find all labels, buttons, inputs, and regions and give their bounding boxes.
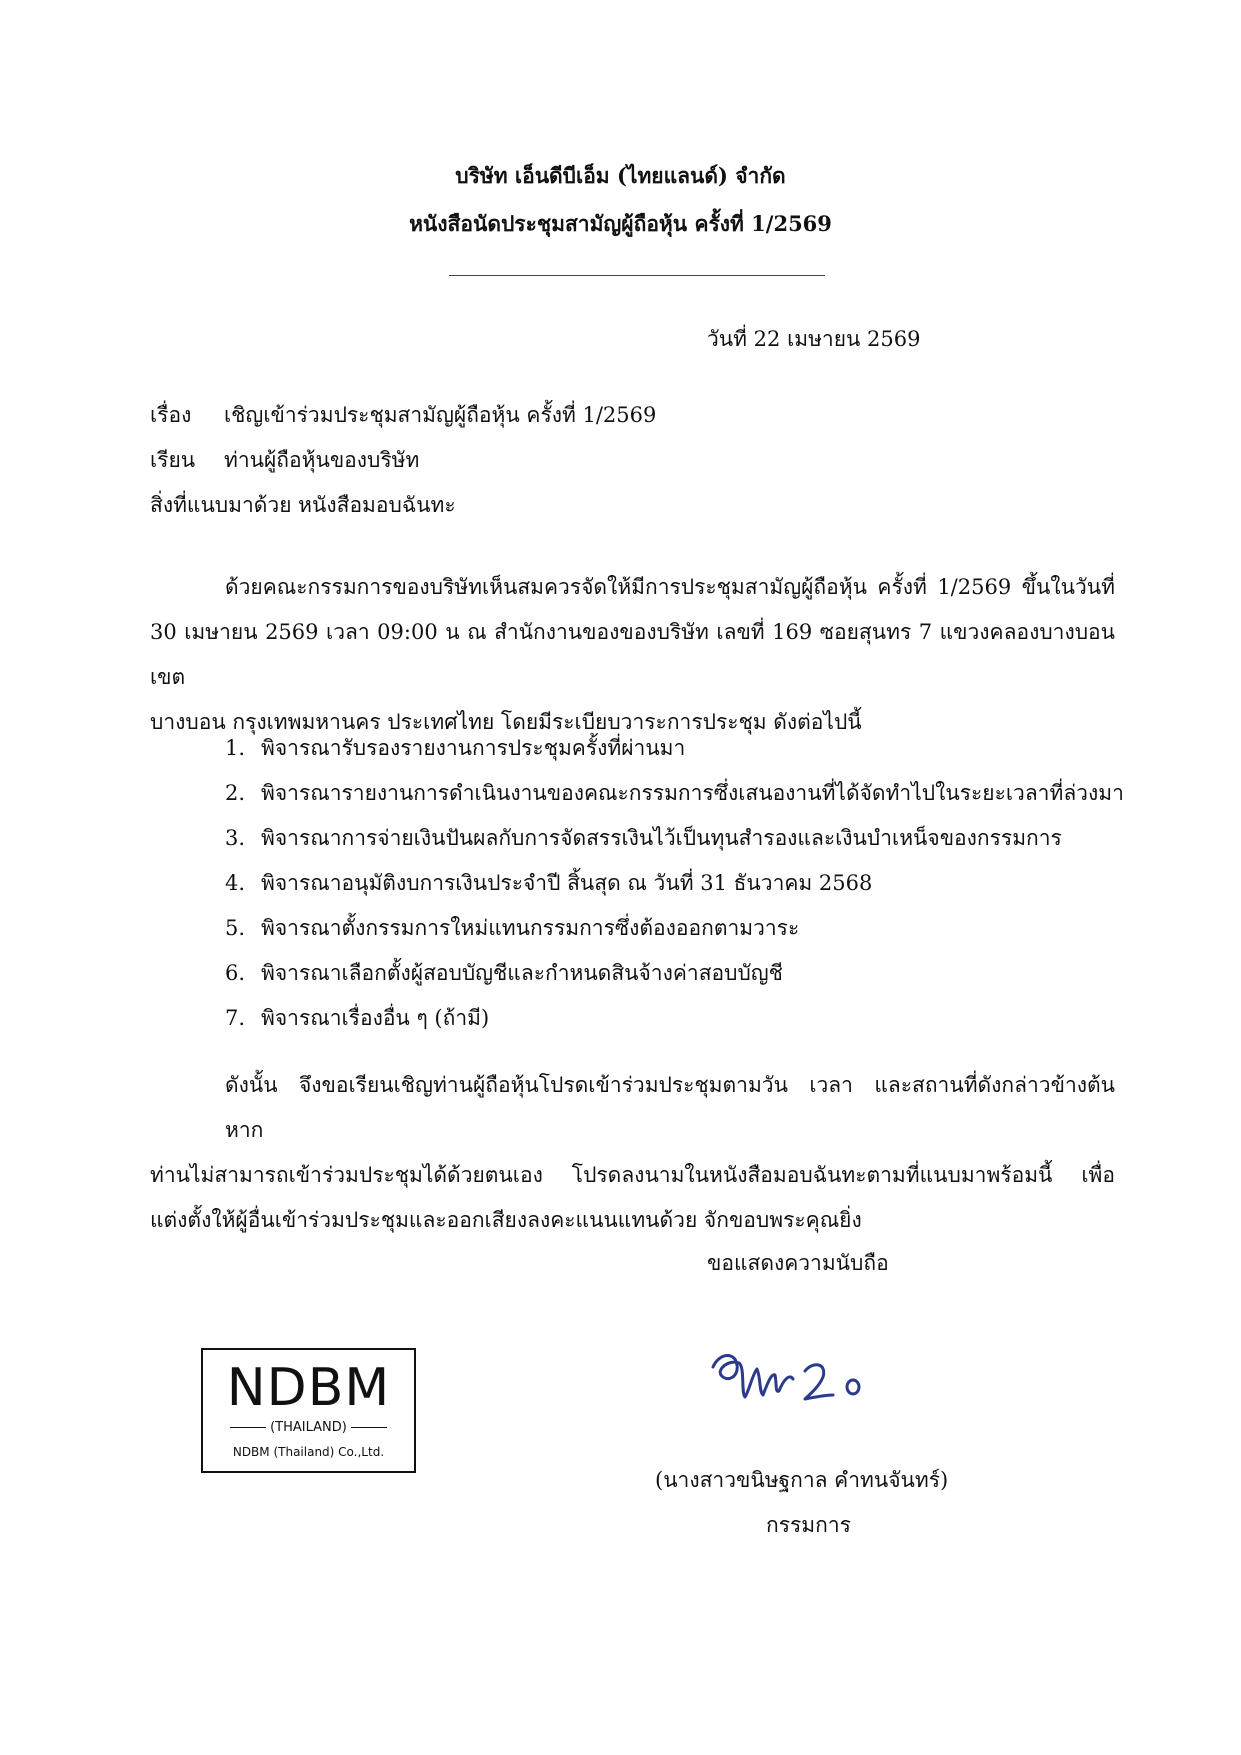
intro-line: ด้วยคณะกรรมการของบริษัทเห็นสมควรจัดให้มีการประชุมสามัญผู้ถือหุ้น ครั้งที่ 1/2569 ขึ้นในวันที่ <box>225 575 1115 599</box>
document-title: หนังสือนัดประชุมสามัญผู้ถือหุ้น ครั้งที่ 1/2569 <box>409 211 832 236</box>
intro-line: 30 เมษายน 2569 เวลา 09:00 น ณ สำนักงานของของบริษัท เลขที่ 169 ซอยสุนทร 7 แขวงคลองบางบอน เขต <box>150 620 1115 689</box>
agenda-item <box>225 771 1125 816</box>
letter-meta <box>150 393 1110 528</box>
closing-salutation: ขอแสดงความนับถือ <box>707 1251 889 1275</box>
signer-position: กรรมการ <box>766 1513 851 1537</box>
agenda-item <box>225 906 1125 951</box>
subject-text: เชิญเข้าร่วมประชุมสามัญผู้ถือหุ้น ครั้งที่ 1/2569 <box>224 403 657 427</box>
agenda-item <box>225 816 1125 861</box>
conclusion-paragraph <box>150 1063 1115 1243</box>
document-date: วันที่ 22 เมษายน 2569 <box>707 327 921 351</box>
subject-row <box>150 393 1110 438</box>
logo-main-text: NDBM <box>226 1358 391 1418</box>
signer-name: (นางสาวขนิษฐกาล คำทนจันทร์) <box>655 1468 949 1492</box>
agenda-number: 2. <box>225 781 246 805</box>
handwritten-signature <box>705 1335 875 1425</box>
recipient-row <box>150 438 1110 483</box>
agenda-item <box>225 951 1125 996</box>
agenda-number: 4. <box>225 871 246 895</box>
logo-sub-text: (THAILAND) <box>270 1420 347 1435</box>
conclusion-line: แต่งตั้งให้ผู้อื่นเข้าร่วมประชุมและออกเสียงลงคะแนนแทนด้วย จักขอบพระคุณยิ่ง <box>150 1208 862 1232</box>
agenda-number: 6. <box>225 961 246 985</box>
logo-rule-left <box>230 1427 266 1428</box>
agenda-number: 1. <box>225 736 246 760</box>
logo-subline <box>203 1420 414 1435</box>
agenda-text: พิจารณารับรองรายงานการประชุมครั้งที่ผ่านมา <box>261 736 686 760</box>
agenda-text: พิจารณาตั้งกรรมการใหม่แทนกรรมการซึ่งต้องออกตามวาระ <box>261 916 800 940</box>
agenda-text: พิจารณาการจ่ายเงินปันผลกับการจัดสรรเงินไว้เป็นทุนสำรองและเงินบำเหน็จของกรรมการ <box>261 826 1062 850</box>
header-divider <box>449 275 825 276</box>
agenda-number: 7. <box>225 1006 246 1030</box>
agenda-list <box>225 726 1125 1041</box>
agenda-text: พิจารณาเรื่องอื่น ๆ (ถ้ามี) <box>261 1006 490 1030</box>
agenda-number: 5. <box>225 916 246 940</box>
conclusion-line: ดังนั้น จึงขอเรียนเชิญท่านผู้ถือหุ้นโปรดเข้าร่วมประชุมตามวัน เวลา และสถานที่ดังกล่าวข้างต้น หาก <box>225 1073 1115 1142</box>
recipient-text: ท่านผู้ถือหุ้นของบริษัท <box>224 448 420 472</box>
agenda-item <box>225 726 1125 771</box>
logo-company-text: NDBM (Thailand) Co.,Ltd. <box>232 1445 385 1459</box>
company-logo <box>201 1348 416 1473</box>
subject-label: เรื่อง <box>150 403 192 427</box>
agenda-item <box>225 861 1125 906</box>
attachment-text: สิ่งที่แนบมาด้วย หนังสือมอบฉันทะ <box>150 493 456 517</box>
agenda-text: พิจารณาเลือกตั้งผู้สอบบัญชีและกำหนดสินจ้างค่าสอบบัญชี <box>261 961 783 985</box>
company-name: บริษัท เอ็นดีบีเอ็ม (ไทยแลนด์) จำกัด <box>455 163 786 188</box>
intro-line: บางบอน กรุงเทพมหานคร ประเทศไทย โดยมีระเบียบวาระการประชุม ดังต่อไปนี้ <box>150 710 862 734</box>
logo-rule-right <box>351 1427 387 1428</box>
document-header <box>0 152 1241 248</box>
agenda-text: พิจารณารายงานการดำเนินงานของคณะกรรมการซึ่งเสนองานที่ได้จัดทำไปในระยะเวลาที่ล่วงมา <box>261 781 1124 805</box>
conclusion-line: ท่านไม่สามารถเข้าร่วมประชุมได้ด้วยตนเอง โปรดลงนามในหนังสือมอบฉันทะตามที่แนบมาพร้อมนี้ เพื่อ <box>150 1163 1115 1187</box>
agenda-item <box>225 996 1125 1041</box>
intro-paragraph <box>150 565 1115 745</box>
agenda-text: พิจารณาอนุมัติงบการเงินประจำปี สิ้นสุด ณ วันที่ 31 ธันวาคม 2568 <box>261 871 873 895</box>
agenda-number: 3. <box>225 826 246 850</box>
recipient-label: เรียน <box>150 448 196 472</box>
attachment-row <box>150 483 1110 528</box>
